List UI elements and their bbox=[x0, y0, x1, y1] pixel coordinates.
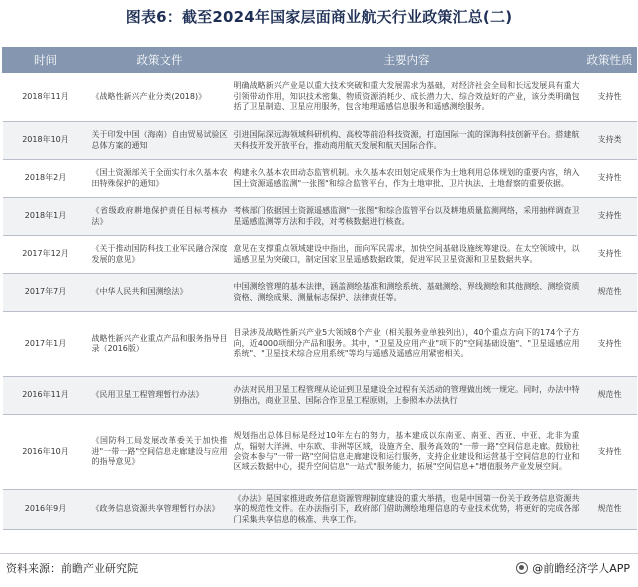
cell-time: 2017年1月 bbox=[3, 312, 89, 377]
table-row bbox=[3, 122, 637, 160]
source-note: 资料来源：前瞻产业研究院 bbox=[6, 562, 138, 575]
header-policy-type: 政策性质 bbox=[583, 48, 637, 73]
cell-policy-doc: 《中华人民共和国测绘法》 bbox=[89, 274, 231, 312]
cell-policy-doc: 《国土资源部关于全面实行永久基本农田特殊保护的通知》 bbox=[89, 160, 231, 198]
table-row bbox=[3, 236, 637, 274]
cell-policy-doc: 战略性新兴产业重点产品和服务指导目录（2016版） bbox=[89, 312, 231, 377]
table-header-row bbox=[3, 48, 637, 73]
table-row bbox=[3, 312, 637, 377]
chart-title: 图表6：截至2024年国家层面商业航天行业政策汇总(二) bbox=[125, 8, 513, 26]
cell-policy-type: 支持类 bbox=[583, 122, 637, 160]
table-row bbox=[3, 377, 637, 415]
brand-logo-icon bbox=[516, 562, 528, 574]
cell-policy-doc: 《国防科工局发展改革委关于加快推进"一带一路"空间信息走廊建设与应用的指导意见》 bbox=[89, 415, 231, 490]
table-row bbox=[3, 274, 637, 312]
cell-time: 2018年1月 bbox=[3, 198, 89, 236]
table-row bbox=[3, 198, 637, 236]
cell-policy-type: 规范性 bbox=[583, 274, 637, 312]
cell-policy-doc: 《省级政府耕地保护责任目标考核办法》 bbox=[89, 198, 231, 236]
cell-main-content: 明确战略新兴产业是以重大技术突破和重大发展需求为基础，对经济社会全局和长远发展具有重大引领带动作用，知识技术密集、物质资源消耗少、成长潜力大、综合效益好的产业，该分类明确包括了卫星制造、卫星应用服务，包含地理遥感信息服务和遥感测绘服务。 bbox=[231, 73, 583, 122]
cell-policy-doc: 《战略性新兴产业分类(2018)》 bbox=[89, 73, 231, 122]
table-row bbox=[3, 490, 637, 530]
cell-time: 2017年12月 bbox=[3, 236, 89, 274]
cell-time: 2018年11月 bbox=[3, 73, 89, 122]
footer-divider bbox=[0, 553, 638, 554]
cell-policy-type: 支持性 bbox=[583, 73, 637, 122]
policy-table bbox=[2, 47, 637, 530]
cell-policy-doc: 《关于推动国防科技工业军民融合深度发展的意见》 bbox=[89, 236, 231, 274]
header-policy-doc: 政策文件 bbox=[89, 48, 231, 73]
table-row bbox=[3, 73, 637, 122]
cell-time: 2018年10月 bbox=[3, 122, 89, 160]
cell-main-content: 考核部门依据国土资源遥感监测"一张图"和综合监管平台以及耕地质量监测网络，采用抽样调查卫星遥感监测等方法和手段，对考核数据进行核查。 bbox=[231, 198, 583, 236]
cell-policy-type: 支持性 bbox=[583, 312, 637, 377]
cell-time: 2017年7月 bbox=[3, 274, 89, 312]
cell-policy-type: 支持性 bbox=[583, 198, 637, 236]
cell-policy-doc: 《民用卫星工程管理暂行办法》 bbox=[89, 377, 231, 415]
cell-policy-type: 规范性 bbox=[583, 377, 637, 415]
cell-policy-type: 支持性 bbox=[583, 415, 637, 490]
cell-main-content: 《办法》是国家推进政务信息资源管理制度建设的重大举措，也是中国第一份关于政务信息资源共享的规范性文件。在办法指引下，政府部门借助测绘地理信息的专业技术优势，将更好的完成各部门采集共享信息的核准、共享工作。 bbox=[231, 490, 583, 530]
cell-policy-type: 支持性 bbox=[583, 160, 637, 198]
cell-main-content: 办法对民用卫星工程管理从论证到卫星建设全过程有关活动的管理做出统一规定。同时，办法中特别指出，商业卫星、国际合作卫星工程原则，上参照本办法执行 bbox=[231, 377, 583, 415]
cell-policy-doc: 关于印发中国（海南）自由贸易试验区总体方案的通知 bbox=[89, 122, 231, 160]
cell-main-content: 目录涉及战略性新兴产业5大领域8个产业（相关服务业单独列出），40个重点方向下的174个子方向，近4000项细分产品和服务。其中，"卫星及应用产业"项下的"空间基础设施"、"卫星遥感应用系统"、"卫星技术综合应用系统"等均与遥感及遥感应用紧密相关。 bbox=[231, 312, 583, 377]
cell-time: 2016年11月 bbox=[3, 377, 89, 415]
cell-policy-type: 规范性 bbox=[583, 490, 637, 530]
cell-time: 2016年9月 bbox=[3, 490, 89, 530]
brand-text: @前瞻经济学人APP bbox=[532, 562, 630, 575]
header-time: 时间 bbox=[3, 48, 89, 73]
cell-main-content: 构建永久基本农田动态监管机制。永久基本农田划定成果作为土地利用总体规划的重要内容，纳入国土资源遥感监测"一张图"和综合监管平台，作为土地审批、卫片执法、土地督察的重要依据。 bbox=[231, 160, 583, 198]
cell-main-content: 中国测绘管理的基本法律，涵盖测绘基准和测绘系统、基础测绘、界线测绘和其他测绘、测绘资质资格、测绘成果、测量标志保护、法律责任等。 bbox=[231, 274, 583, 312]
cell-time: 2016年10月 bbox=[3, 415, 89, 490]
cell-time: 2018年2月 bbox=[3, 160, 89, 198]
cell-policy-type: 支持性 bbox=[583, 236, 637, 274]
table-row bbox=[3, 415, 637, 490]
header-main-content: 主要内容 bbox=[231, 48, 583, 73]
cell-main-content: 意见在支撑重点领域建设中指出，面向军民需求，加快空间基础设施统筹建设。在太空领域中，以遥感卫星为突破口，制定国家卫星遥感数据政策，促进军民卫星资源和卫星数据共享。 bbox=[231, 236, 583, 274]
cell-main-content: 引进国际深远海领域科研机构、高校等前沿科技资源，打造国际一流的深海科技创新平台。搭建航天科技开发开放平台，推动商用航天发展和航天国际合作。 bbox=[231, 122, 583, 160]
brand-mark bbox=[516, 560, 630, 576]
table-row bbox=[3, 160, 637, 198]
cell-policy-doc: 《政务信息资源共享管理暂行办法》 bbox=[89, 490, 231, 530]
cell-main-content: 规划指出总体目标是经过10年左右的努力，基本建成以东南亚、南亚、西亚、中亚、北非为重点，辐射大洋洲、中东欧、非洲等区域，设施齐全、服务高效的"一带一路"空间信息走廊。鼓励社会资本参与"一带一路"空间信息走廊建设和运行服务，支持企业建设和运营基于空间信息的行业和区域云数据中心，提升空间信息"一站式"服务能力，拓展"空间信息+"增值服务产业发展空间。 bbox=[231, 415, 583, 490]
